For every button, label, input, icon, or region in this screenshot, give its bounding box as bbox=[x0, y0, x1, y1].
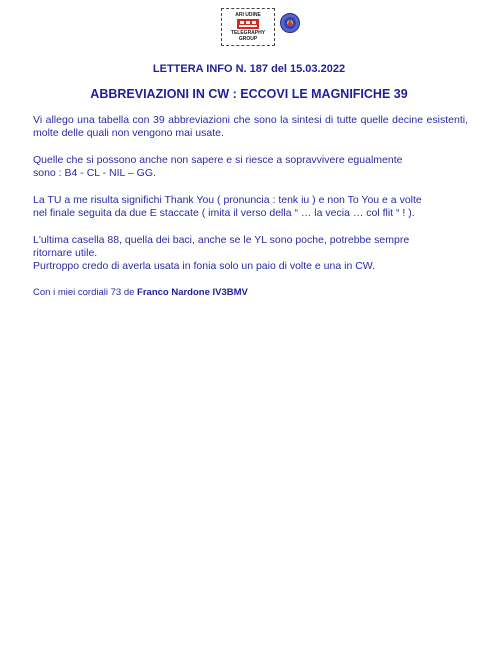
author-name: Franco Nardone IV3BMV bbox=[137, 287, 248, 298]
logo-line2: TELEGRAPHY GROUP bbox=[230, 30, 266, 42]
emblem-icon bbox=[237, 19, 259, 29]
letter-header: LETTERA INFO N. 187 del 15.03.2022 bbox=[152, 63, 346, 75]
paragraph-88 bbox=[33, 234, 468, 273]
closing-text: Con i miei cordiali 73 de bbox=[33, 287, 138, 298]
paragraph-line: sono : B4 - CL - NIL – GG. bbox=[33, 167, 156, 179]
paragraph-line: Purtroppo credo di averla usata in fonia solo un paio di volte e una in CW. bbox=[33, 260, 376, 272]
paragraph-line: L'ultima casella 88, quella dei baci, anche se le YL sono poche, potrebbe sempre bbox=[33, 234, 410, 246]
page-title: ABBREVIAZIONI IN CW : ECCOVI LE MAGNIFICHE 39 bbox=[90, 87, 408, 101]
paragraph-line: Quelle che si possono anche non sapere e si riesce a sopravvivere egualmente bbox=[33, 154, 403, 166]
paragraph-tu bbox=[33, 194, 468, 220]
logo-line1: ARI UDINE bbox=[235, 12, 261, 18]
seal-icon bbox=[280, 13, 300, 33]
paragraph-line: nel finale seguita da due E staccate ( imita il verso della “ … la vecia … col flit “ ! ). bbox=[33, 207, 415, 219]
closing-signature bbox=[33, 287, 248, 298]
paragraph-intro: Vi allego una tabella con 39 abbreviazioni che sono la sintesi di tutte quelle decine esistenti, molte delle quali non vengono mai usate. bbox=[33, 114, 468, 139]
ari-udine-logo bbox=[221, 8, 275, 46]
paragraph-line: La TU a me risulta significhi Thank You ( pronuncia : tenk iu ) e non To You e a volte bbox=[33, 194, 422, 206]
paragraph-line: ritornare utile. bbox=[33, 247, 98, 259]
paragraph-optional bbox=[33, 154, 468, 180]
